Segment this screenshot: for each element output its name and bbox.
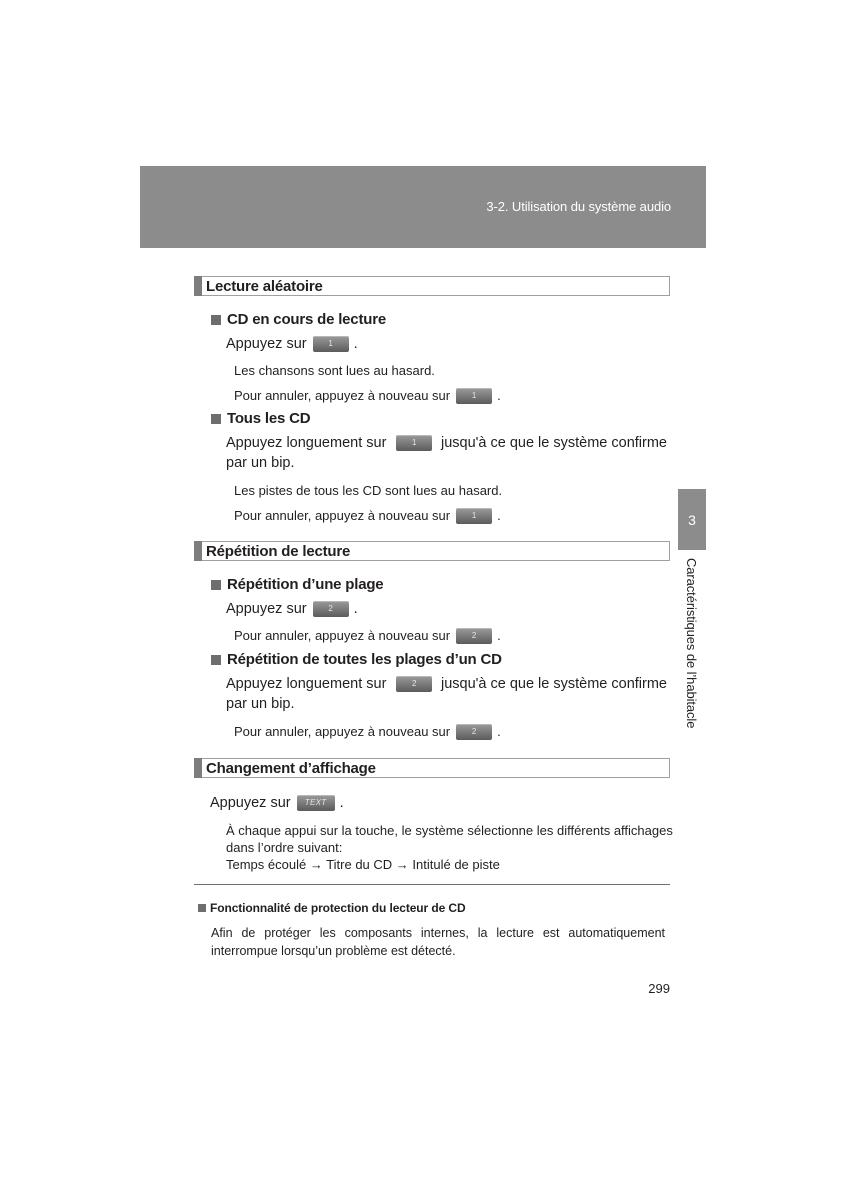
heading-random-label: Lecture aléatoire bbox=[206, 278, 323, 295]
instruction-line bbox=[226, 433, 667, 453]
button-2-icon: 2 bbox=[396, 676, 432, 692]
square-bullet-icon bbox=[211, 655, 221, 665]
subheading-repeat-all bbox=[211, 651, 502, 668]
cancel-text: Pour annuler, appuyez à nouveau sur bbox=[234, 508, 451, 523]
cancel-text: Pour annuler, appuyez à nouveau sur bbox=[234, 388, 451, 403]
instruction-continuation: par un bip. bbox=[226, 455, 295, 471]
note-title bbox=[198, 901, 466, 915]
button-2-icon: 2 bbox=[456, 628, 492, 644]
heading-display-label: Changement d’affichage bbox=[206, 760, 376, 777]
square-bullet-icon bbox=[211, 315, 221, 325]
square-bullet-icon bbox=[211, 580, 221, 590]
cancel-line: Pour annuler, appuyez à nouveau sur 1 . bbox=[234, 388, 501, 403]
button-2-icon: 2 bbox=[456, 724, 492, 740]
subheading-cd-playing bbox=[211, 311, 386, 328]
instruction-line: Appuyez sur 2 . bbox=[226, 601, 358, 617]
button-2-icon: 2 bbox=[313, 601, 349, 617]
square-bullet-icon bbox=[198, 904, 206, 912]
result-text: Les pistes de tous les CD sont lues au hasard. bbox=[234, 483, 503, 498]
heading-marker bbox=[194, 758, 202, 778]
section-title: 3-2. Utilisation du système audio bbox=[486, 199, 671, 214]
subheading-label: Répétition de toutes les plages d’un CD bbox=[227, 651, 502, 668]
note-body: Afin de protéger les composants internes, la lecture est automatiquement interrompue lorsqu’un problème est détecté. bbox=[211, 926, 665, 958]
instruction-text: Appuyez sur bbox=[210, 795, 291, 811]
cancel-line: Pour annuler, appuyez à nouveau sur 2 . bbox=[234, 628, 501, 643]
note-title-label: Fonctionnalité de protection du lecteur de CD bbox=[210, 901, 466, 915]
heading-marker bbox=[194, 276, 202, 296]
button-1-icon: 1 bbox=[456, 508, 492, 524]
page-number: 299 bbox=[648, 981, 670, 996]
instruction-text: jusqu'à ce que le système confirme bbox=[440, 435, 667, 451]
display-description: À chaque appui sur la touche, le système sélectionne les différents affichages bbox=[226, 823, 673, 838]
instruction-text: Appuyez sur bbox=[226, 601, 307, 617]
subheading-repeat-track bbox=[211, 576, 383, 593]
subheading-label: CD en cours de lecture bbox=[227, 311, 386, 328]
square-bullet-icon bbox=[211, 414, 221, 424]
cancel-line: Pour annuler, appuyez à nouveau sur 2 . bbox=[234, 724, 501, 739]
heading-marker bbox=[194, 541, 202, 561]
chapter-label: Caractéristiques de l’habitacle bbox=[684, 558, 699, 729]
button-1-icon: 1 bbox=[396, 435, 432, 451]
display-description-cont: dans l’ordre suivant: bbox=[226, 840, 343, 855]
instruction-line bbox=[226, 674, 667, 694]
cancel-line: Pour annuler, appuyez à nouveau sur 1 . bbox=[234, 508, 501, 523]
instruction-text: Appuyez longuement sur bbox=[226, 435, 387, 451]
subheading-all-cd bbox=[211, 410, 310, 427]
heading-repeat bbox=[194, 541, 670, 561]
cancel-text: Pour annuler, appuyez à nouveau sur bbox=[234, 628, 451, 643]
heading-display bbox=[194, 758, 670, 778]
button-1-icon: 1 bbox=[456, 388, 492, 404]
chapter-number: 3 bbox=[688, 511, 696, 528]
instruction-text: Appuyez longuement sur bbox=[226, 676, 387, 692]
chapter-tab bbox=[678, 489, 706, 550]
cancel-text: Pour annuler, appuyez à nouveau sur bbox=[234, 724, 451, 739]
instruction-line: Appuyez sur 1 . bbox=[226, 336, 358, 352]
heading-repeat-label: Répétition de lecture bbox=[206, 543, 351, 560]
instruction-text: jusqu'à ce que le système confirme bbox=[440, 676, 667, 692]
divider bbox=[194, 884, 670, 885]
instruction-text: Appuyez sur bbox=[226, 336, 307, 352]
display-sequence: Temps écoulé → Titre du CD → Intitulé de piste bbox=[226, 857, 500, 872]
subheading-label: Répétition d’une plage bbox=[227, 576, 384, 593]
result-text: Les chansons sont lues au hasard. bbox=[234, 363, 435, 378]
instruction-continuation: par un bip. bbox=[226, 696, 295, 712]
button-1-icon: 1 bbox=[313, 336, 349, 352]
instruction-line: Appuyez sur TEXT . bbox=[210, 795, 344, 811]
heading-random bbox=[194, 276, 670, 296]
subheading-label: Tous les CD bbox=[227, 410, 311, 427]
text-button-icon: TEXT bbox=[297, 795, 335, 811]
header-band bbox=[140, 166, 706, 248]
